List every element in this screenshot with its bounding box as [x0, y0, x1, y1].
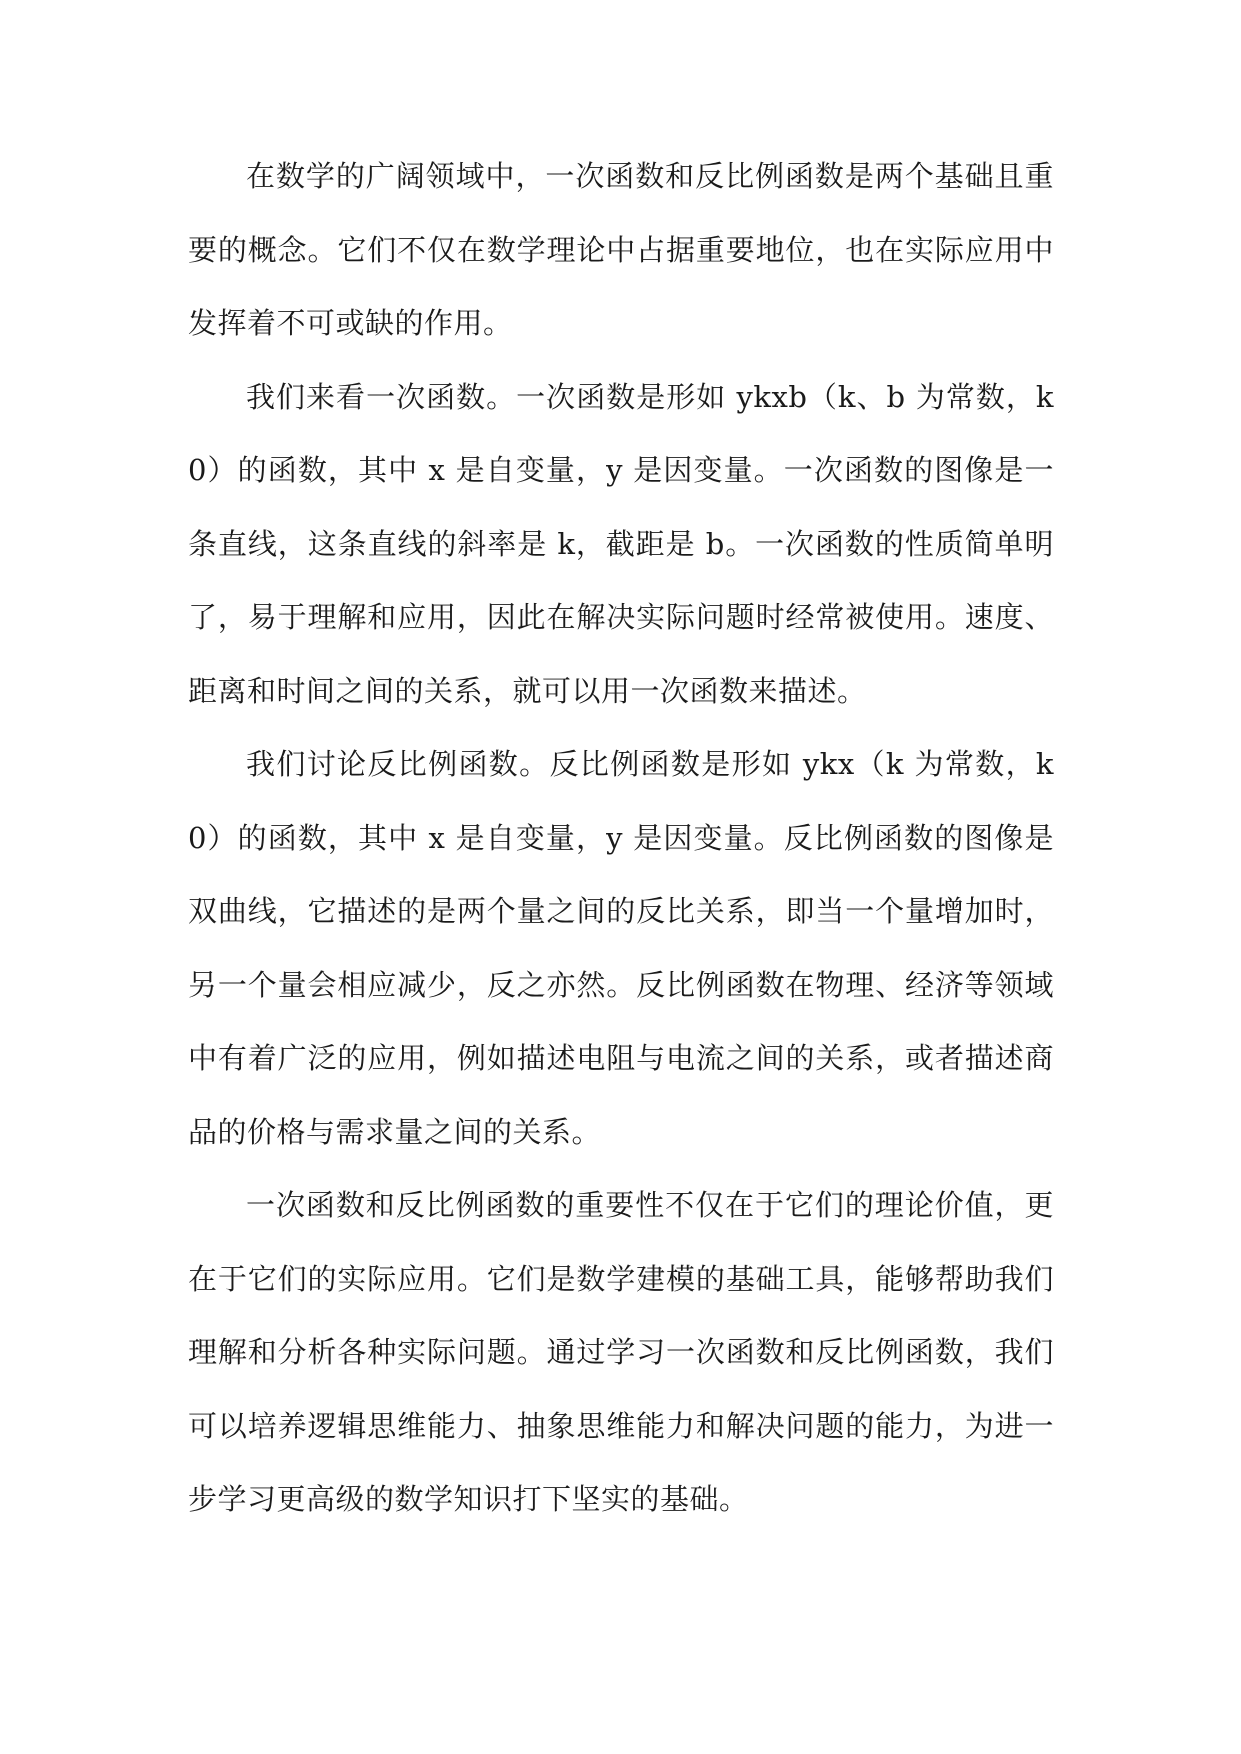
paragraph-intro: 在数学的广阔领域中，一次函数和反比例函数是两个基础且重要的概念。它们不仅在数学理论中占据重要地位，也在实际应用中发挥着不可或缺的作用。 [188, 159, 1054, 340]
paragraph-linear-function: 我们来看一次函数。一次函数是形如 ykxb（k、b 为常数，k0）的函数，其中 x 是自变量，y 是因变量。一次函数的图像是一条直线，这条直线的斜率是 k，截距是 b。一次函数的性质简单明了，易于理解和应用，因此在解决实际问题时经常被使用。速度、距离和时间之间的关系，就可以用一次函数来描述。 [188, 379, 1054, 708]
document-body [188, 140, 1054, 1537]
paragraph-conclusion: 一次函数和反比例函数的重要性不仅在于它们的理论价值，更在于它们的实际应用。它们是数学建模的基础工具，能够帮助我们理解和分析各种实际问题。通过学习一次函数和反比例函数，我们可以培养逻辑思维能力、抽象思维能力和解决问题的能力，为进一步学习更高级的数学知识打下坚实的基础。 [188, 1188, 1054, 1516]
paragraph-inverse-function: 我们讨论反比例函数。反比例函数是形如 ykx（k 为常数，k0）的函数，其中 x 是自变量，y 是因变量。反比例函数的图像是双曲线，它描述的是两个量之间的反比关系，即当一个量增加时，另一个量会相应减少，反之亦然。反比例函数在物理、经济等领域中有着广泛的应用，例如描述电阻与电流之间的关系，或者描述商品的价格与需求量之间的关系。 [188, 747, 1054, 1149]
